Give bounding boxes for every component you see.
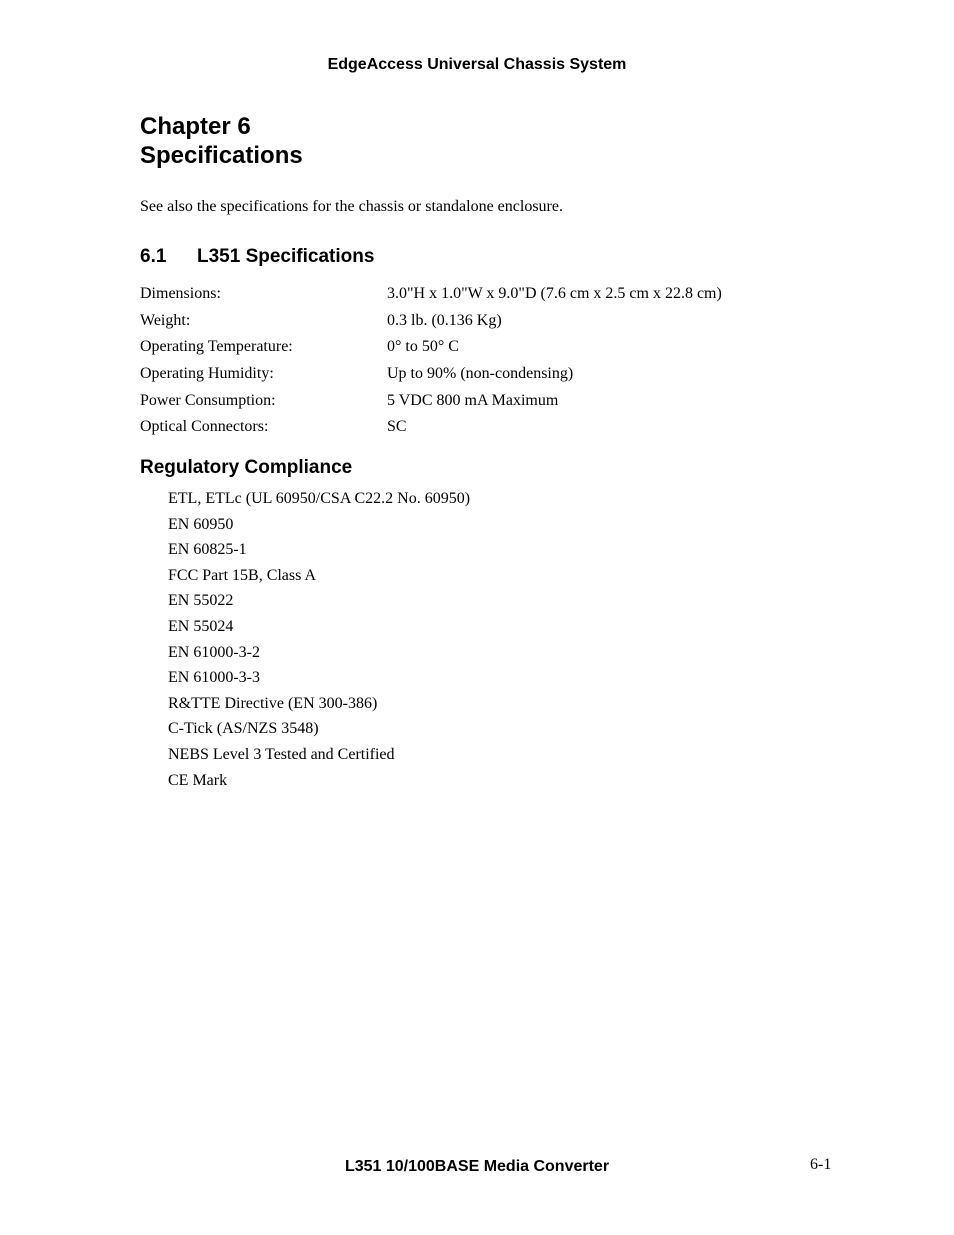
regulatory-item: EN 60825-1 [168, 541, 247, 559]
spec-label: Operating Humidity: [140, 365, 274, 383]
spec-label: Power Consumption: [140, 391, 276, 409]
spec-value: Up to 90% (non-condensing) [387, 365, 574, 383]
chapter-name: Specifications [140, 142, 303, 169]
spec-label: Optical Connectors: [140, 418, 269, 436]
regulatory-item: R&TTE Directive (EN 300-386) [168, 694, 378, 712]
regulatory-item: EN 55022 [168, 592, 234, 610]
regulatory-item: NEBS Level 3 Tested and Certified [168, 745, 395, 763]
regulatory-item: C-Tick (AS/NZS 3548) [168, 720, 319, 738]
regulatory-item: EN 61000-3-3 [168, 669, 260, 687]
running-footer: L351 10/100BASE Media Converter [344, 1158, 610, 1175]
spec-value: SC [387, 418, 407, 436]
spec-row [140, 308, 722, 335]
spec-value: 0° to 50° C [387, 338, 459, 356]
running-header: EdgeAccess Universal Chassis System [327, 56, 627, 73]
spec-row [140, 387, 722, 414]
regulatory-item: EN 60950 [168, 515, 234, 533]
regulatory-item: FCC Part 15B, Class A [168, 566, 317, 584]
regulatory-item: EN 61000-3-2 [168, 643, 260, 661]
chapter-number: Chapter 6 [140, 113, 251, 140]
regulatory-item: CE Mark [168, 771, 228, 789]
regulatory-list [168, 486, 470, 793]
spec-value: 0.3 lb. (0.136 Kg) [387, 311, 502, 329]
spec-value: 3.0"H x 1.0"W x 9.0"D (7.6 cm x 2.5 cm x 22.8 cm) [387, 285, 722, 303]
regulatory-item: ETL, ETLc (UL 60950/CSA C22.2 No. 60950) [168, 490, 471, 507]
spec-label: Dimensions: [140, 285, 221, 303]
spec-row [140, 281, 722, 308]
spec-label: Operating Temperature: [140, 338, 293, 356]
regulatory-item: EN 55024 [168, 617, 234, 635]
page-number: 6-1 [810, 1156, 832, 1173]
section-title: L351 Specifications [197, 246, 375, 267]
intro-paragraph: See also the specifications for the chassis or standalone enclosure. [140, 198, 563, 215]
chapter-title [140, 112, 303, 170]
spec-value: 5 VDC 800 mA Maximum [387, 391, 559, 409]
section-number: 6.1 [140, 246, 167, 267]
section-heading [140, 246, 374, 268]
spec-row [140, 414, 722, 441]
spec-row [140, 361, 722, 388]
spec-row [140, 334, 722, 361]
spec-table [140, 281, 722, 441]
spec-label: Weight: [140, 311, 191, 329]
regulatory-heading: Regulatory Compliance [140, 457, 353, 478]
